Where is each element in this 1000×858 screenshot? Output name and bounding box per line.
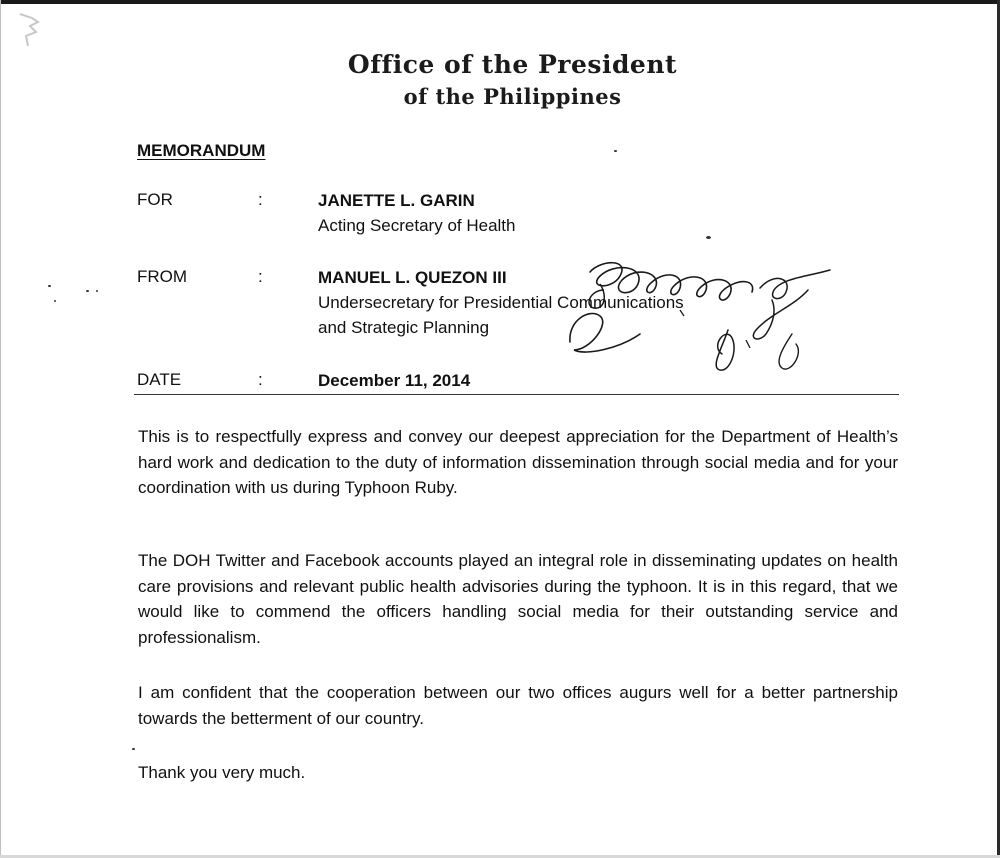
from-name: MANUEL L. QUEZON III [318, 268, 507, 287]
scan-edge-top [0, 0, 1000, 4]
body-paragraph-2: The DOH Twitter and Facebook accounts played an integral role in disseminating updates on health care provisions and relevant public health advisories during the typhoon. It is in this regard, that we would like to commend the officers handling social media for their outstanding service and professionalism. [138, 551, 898, 647]
for-position: Acting Secretary of Health [318, 216, 516, 235]
from-position-line2: and Strategic Planning [318, 318, 490, 337]
for-colon: : [258, 190, 263, 209]
header-divider [134, 394, 899, 395]
letterhead-country: of the Philippines [403, 84, 622, 109]
from-position-line1: Undersecretary for Presidential Communications [318, 293, 684, 312]
from-colon: : [258, 267, 263, 286]
closing-line: Thank you very much. [138, 763, 306, 782]
date-label: DATE [137, 370, 182, 389]
scan-edge-left [0, 0, 1, 858]
memo-title: MEMORANDUM [137, 141, 266, 160]
handwritten-signature [560, 250, 850, 380]
body-paragraph-1: This is to respectfully express and convey our deepest appreciation for the Department of Health’s hard work and dedication to the duty of information dissemination through social media and for your coordination with us during Typhoon Ruby. [138, 427, 898, 497]
date-colon: : [258, 370, 263, 389]
for-label: FOR [137, 190, 173, 209]
date-value: December 11, 2014 [318, 371, 471, 390]
scan-corner-artifact [18, 12, 40, 48]
from-label: FROM [137, 267, 188, 286]
scan-speck [54, 300, 56, 302]
scan-speck [706, 236, 711, 239]
for-name: JANETTE L. GARIN [318, 191, 475, 210]
scan-speck [614, 150, 617, 152]
for-recipient [318, 188, 515, 238]
body-paragraph-3: I am confident that the cooperation between our two offices augurs well for a better partnership towards the betterment of our country. [138, 683, 898, 728]
scan-speck [48, 285, 51, 287]
letterhead-office: Office of the President [347, 50, 678, 79]
scan-speck [96, 290, 98, 292]
scan-speck [132, 748, 135, 750]
scan-speck [86, 290, 89, 292]
